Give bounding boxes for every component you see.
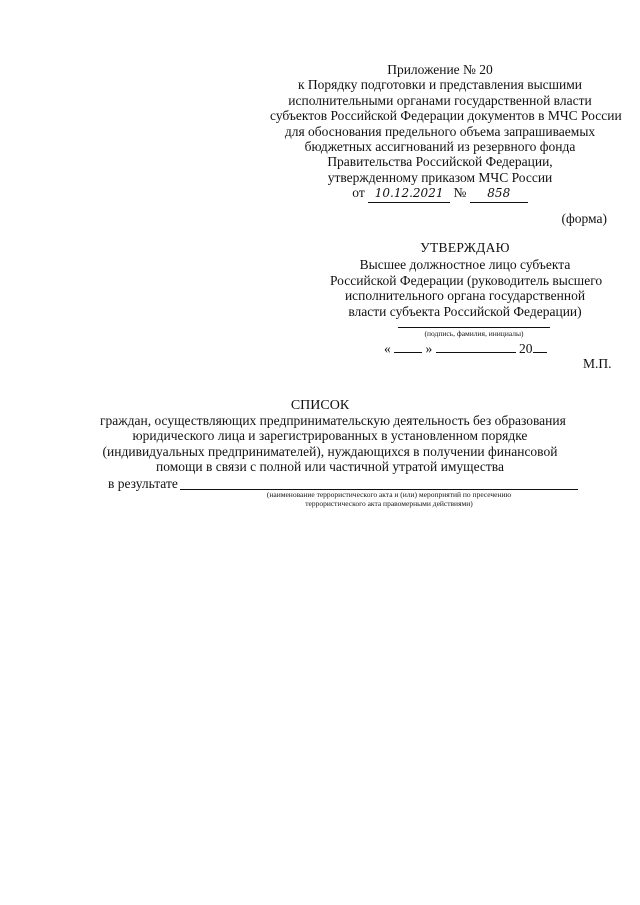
stamp-label: М.П. (583, 356, 612, 371)
annex-line: к Порядку подготовки и представления высшими (297, 77, 583, 93)
list-description-line: граждан, осуществляющих предпринимательскую деятельность без образования (100, 413, 566, 428)
number-label: № (453, 185, 467, 201)
date-open-quote: « (384, 341, 391, 356)
list-description-line: (индивидуальных предпринимателей), нуждающихся в получении финансовой (102, 443, 558, 459)
annex-line: субъектов Российской Федерации документов в МЧС России (270, 108, 622, 124)
month-blank (436, 342, 516, 353)
approval-line: власти субъекта Российской Федерации) (348, 303, 582, 319)
result-caption-line: террористического акта правомерными действиями) (305, 499, 473, 508)
result-caption-line: (наименование террористического акта и (или) мероприятий по пресечению (266, 490, 512, 499)
result-caption (200, 490, 578, 508)
list-description-line: помощи в связи с полной или частичной утратой имущества (156, 459, 504, 475)
annex-header (270, 62, 622, 203)
approval-line: Высшее должностное лицо субъекта (359, 257, 571, 273)
year-prefix: 20 (519, 341, 533, 356)
list-title: СПИСОК (290, 398, 350, 413)
result-label: в результате (108, 476, 178, 491)
date-close-quote: » (425, 341, 433, 356)
approval-line: исполнительного органа государственной (344, 288, 586, 304)
approval-block (330, 240, 603, 319)
annex-line: Приложение № 20 (387, 62, 493, 77)
annex-line: бюджетных ассигнований из резервного фонда (304, 139, 576, 155)
signature-caption: (подпись, фамилия, инициалы) (424, 329, 524, 338)
year-blank (533, 342, 547, 353)
approval-date-line (384, 341, 547, 357)
annex-line: утвержденному приказом МЧС России (327, 169, 553, 185)
handwritten-date: 10.12.2021 (368, 186, 450, 202)
handwritten-number: 858 (470, 186, 528, 202)
day-blank (394, 342, 422, 353)
annex-line: Правительства Российской Федерации, (327, 154, 553, 170)
list-description (100, 413, 566, 475)
approval-title: УТВЕРЖДАЮ (420, 240, 510, 255)
annex-line: исполнительными органами государственной власти (288, 92, 592, 108)
order-date-number (270, 185, 610, 202)
list-description-line: юридического лица и зарегистрированных в установленном порядке (132, 428, 528, 444)
from-label: от (352, 185, 365, 201)
annex-line: для обоснования предельного объема запрашиваемых (284, 123, 596, 139)
signature-line (398, 327, 550, 328)
approval-line: Российской Федерации (руководитель высшего (330, 272, 603, 288)
form-label: (форма) (561, 211, 607, 226)
